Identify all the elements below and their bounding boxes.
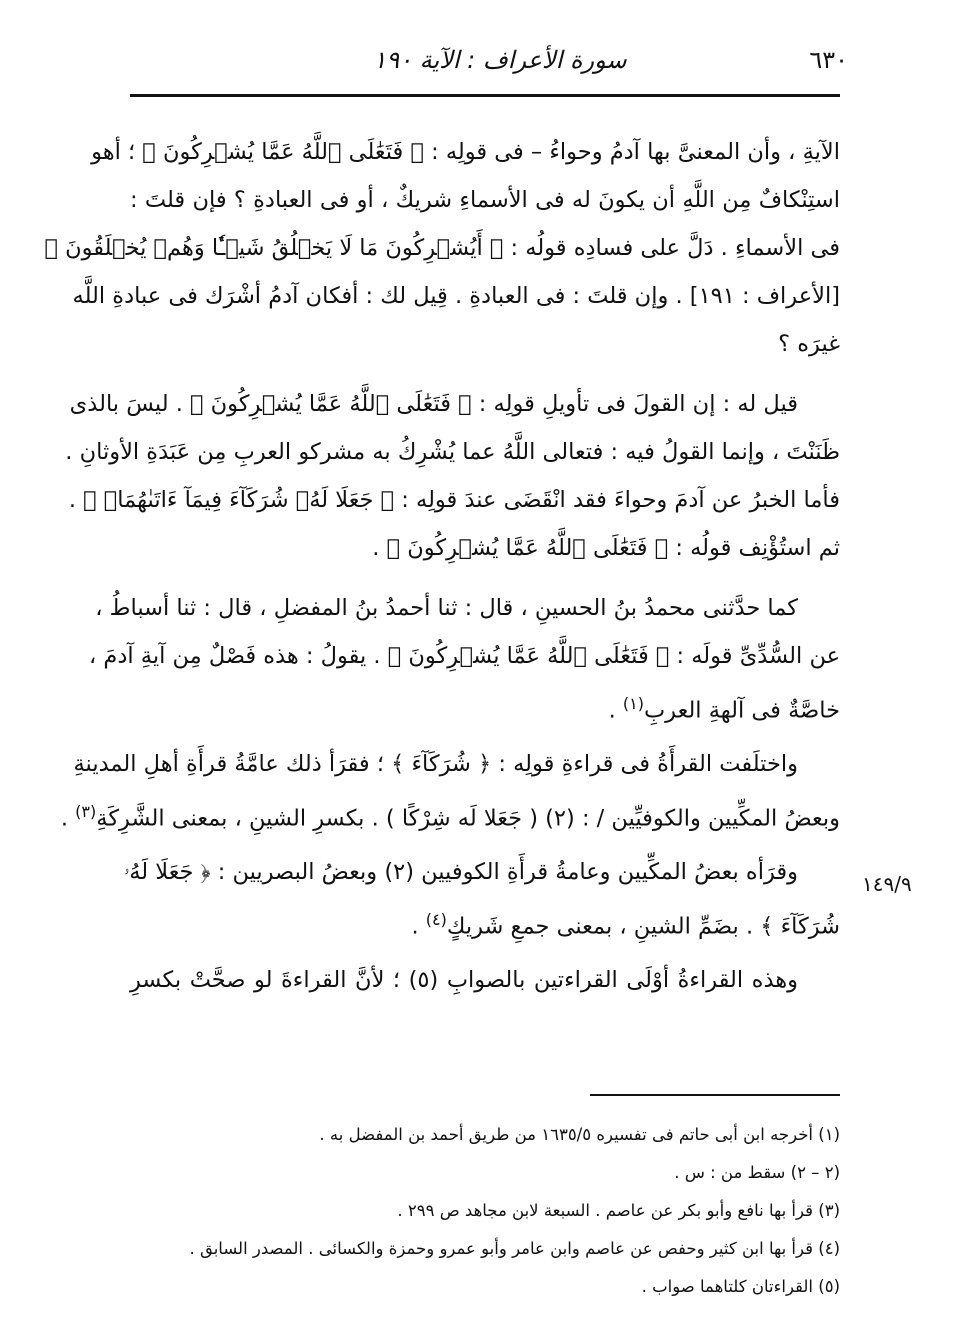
line-text: ثم استُؤْنِف قولُه : ﴿ فَتَعَٰلَى ٱللَّهُ عَمَّا يُشۡرِكُونَ ﴾ .: [372, 535, 840, 561]
text-line: [72, 272, 840, 320]
text-line: [69, 380, 840, 428]
line-text: فى الأسماءِ . دَلَّ على فسادِه قولُه : ﴿ أَيُشۡرِكُونَ مَا لَا يَخۡلُقُ شَيۡـٔٗا وَهُمۡ يُخۡلَقُونَ ﴾: [44, 235, 840, 261]
footnote: (٣) قرأ بها نافع وأبو بكر عن عاصم . السبعة لابن مجاهد ص ٢٩٩ .: [397, 1201, 840, 1220]
text-line: [130, 680, 840, 728]
text-line: [89, 632, 840, 680]
line-tail: .: [60, 805, 76, 832]
line-text: كما حدَّثنى محمدُ بنُ الحسينِ ، قال : ثنا أحمدُ بنُ المفضلِ ، قال : ثنا أسباطُ ،: [95, 595, 798, 621]
line-tail: .: [608, 697, 623, 724]
header-rule: [130, 94, 840, 97]
footnote-marker: (٣): [75, 802, 97, 821]
footnote: (١) أخرجه ابن أبى حاتم فى تفسيره ١٦٣٥/٥ من طريق أحمد بن المفضل به .: [319, 1125, 840, 1144]
line-text: [الأعراف : ١٩١] . وإن قلتَ : فى العبادةِ . قِيل لك : أفكان آدمُ أشْرَك فى عبادةِ اللَّه: [72, 283, 840, 309]
line-text: غيرَه ؟: [778, 331, 840, 357]
footnotes: [130, 1116, 840, 1306]
margin-reference: ١٤٩/٩: [862, 872, 912, 896]
main-text: [44, 128, 840, 1016]
text-line: [130, 896, 840, 944]
text-line: [130, 320, 840, 368]
line-text: واختلَفت القرأَةُ فى قراءةِ قولِه : ﴿ شُرَكَآءَ ﴾ ؛ فقرَأ ذلك عامَّةُ قرأَةِ أهلِ المدينةِ: [73, 751, 798, 777]
text-line: [65, 428, 840, 476]
line-text: وقرَأه بعضُ المكِّيين وعامةُ قرأَةِ الكوفيين (٢) وبعضُ البصريين : ﴿ جَعَلَا لَهُۥ: [123, 859, 798, 885]
text-line: [130, 956, 840, 1004]
footnote-marker: (١): [622, 694, 644, 713]
line-text: شُرَكَآءَ ﴾ . بضَمِّ الشينِ ، بمعنى جمعِ شَريكٍ: [446, 913, 840, 940]
line-text: الآيةِ ، وأن المعنىَّ بها آدمُ وحواءُ – فى قولِه : ﴿ فَتَعَٰلَى ٱللَّهُ عَمَّا يُشۡرِكُونَ ﴾ ؛ أهو: [91, 139, 840, 165]
footnote: (٢ – ٢) سقط من : س .: [674, 1163, 840, 1182]
text-line: [44, 224, 840, 272]
paragraph: [89, 584, 840, 728]
page-number: ٦٣٠: [809, 46, 848, 74]
line-text: فأما الخبرُ عن آدمَ وحواءَ فقد انْقَضَى عندَ قولِه : ﴿ جَعَلَا لَهُۥ شُرَكَآءَ فِيمَآ ءَاتَىٰهُمَاۚ ﴾ .: [68, 487, 840, 513]
text-line: [68, 476, 840, 524]
line-text: خاصَّةٌ فى آلهةِ العربِ: [644, 697, 840, 724]
line-text: ظَنَنْتَ ، وإنما القولُ فيه : فتعالى اللَّهُ عما يُشْرِكُ به مشركو العربِ مِن عَبَدَةِ الأوثانِ .: [65, 439, 840, 465]
line-tail: .: [411, 913, 426, 940]
footnote-rule: [590, 1094, 840, 1096]
line-text: وهذه القراءةُ أوْلَى القراءتين بالصوابِ (٥) ؛ لأنَّ القراءةَ لو صحَّتْ بكسرِ: [130, 967, 798, 993]
line-text: استِنْكافٌ مِن اللَّهِ أن يكونَ له فى الأسماءِ شريكٌ ، أو فى العبادةِ ؟ فإن قلتَ :: [130, 187, 840, 213]
footnote: (٤) قرأ بها ابن كثير وحفص عن عاصم وابن عامر وأبو عمرو وحمزة والكسائى . المصدر السابق .: [189, 1239, 840, 1258]
footnote-marker: (٤): [425, 910, 447, 929]
text-line: [60, 788, 840, 836]
text-line: [73, 740, 840, 788]
text-line: [130, 176, 840, 224]
line-text: قيل له : إن القولَ فى تأويلِ قولِه : ﴿ فَتَعَٰلَى ٱللَّهُ عَمَّا يُشۡرِكُونَ ﴾ . ليسَ بالذى: [69, 391, 798, 417]
line-text: وبعضُ المكِّيين والكوفيِّين / : (٢) ( جَعَلا لَه شِرْكًا ) . بكسرِ الشينِ ، بمعنى الشَّرِكَةِ: [96, 805, 840, 832]
text-line: [95, 584, 840, 632]
footnote: (٥) القراءتان كلتاهما صواب .: [641, 1277, 840, 1296]
text-line: [130, 524, 840, 572]
text-line: [123, 848, 840, 896]
paragraph: [123, 848, 840, 944]
line-text: عن السُّدِّىِّ قولَه : ﴿ فَتَعَٰلَى ٱللَّهُ عَمَّا يُشۡرِكُونَ ﴾ . يقولُ : هذه فَصْلٌ مِن آيةِ آدمَ ،: [89, 643, 840, 669]
paragraph: [60, 740, 840, 836]
paragraph: [65, 380, 840, 572]
text-line: [91, 128, 840, 176]
paragraph: [44, 128, 840, 368]
running-header-title: سورة الأعراف : الآية ١٩٠: [373, 46, 627, 74]
paragraph: [130, 956, 840, 1004]
